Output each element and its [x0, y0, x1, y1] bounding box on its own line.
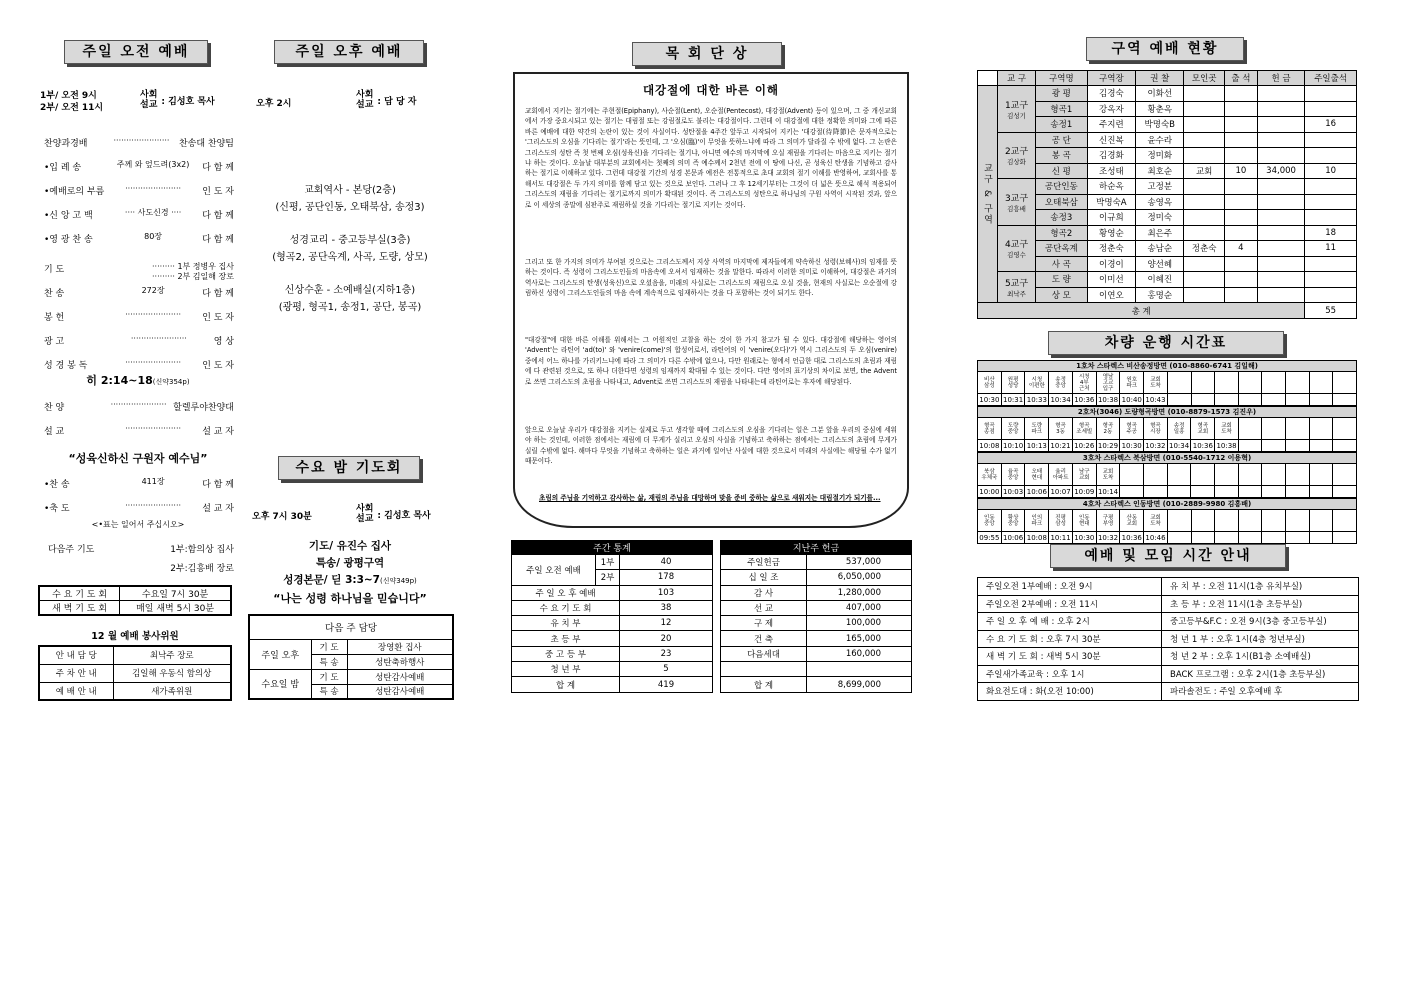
district-cell: 4교구 김영수	[998, 225, 1036, 272]
wednesday-header: 수요 밤 기도회	[278, 456, 420, 480]
schedule-header: 예배 및 모임 시간 안내	[1050, 544, 1286, 568]
morning-host: 사회 설교 : 김성호 목사	[140, 90, 215, 110]
bus-schedule	[977, 360, 1357, 544]
table-row: 지난주 헌금	[721, 541, 912, 555]
table-row: 송정3 이규희 정미숙	[978, 210, 1357, 226]
table-row: 주일헌금 537,000	[721, 555, 912, 570]
wed-time: 오후 7시 30분	[252, 512, 312, 522]
table-row: 수요일 밤 기 도 성탄감사예배	[249, 669, 453, 684]
schedule-table	[977, 577, 1359, 701]
article-paragraph: 초림의 주님을 기억하고 감사하는 삶, 재림의 주님을 대망하며 맞을 준비 중하는 삶으로 새워지는 대림절기가 되기를...	[539, 494, 881, 502]
bus-route-table	[977, 452, 1357, 498]
table-row: 송정1 주지련 박명숙B 16	[978, 117, 1357, 133]
table-row: 10:08 10:10 10:13 10:21 10:26 10:29 10:30 10:32 10:34 10:36 10:38	[978, 440, 1357, 452]
next-prayer: 다음주 기도 1부:함의상 집사 2부:김흥배 장로	[48, 545, 234, 574]
order-row: 봉 헌 ······················ 인 도 자	[44, 310, 234, 323]
table-row: 수 요 기 도 회 수요일 7시 30분	[39, 586, 231, 601]
cell-group-header: 구역 예배 현황	[1086, 37, 1244, 61]
table-row: 새 벽 기 도 회 매일 새벽 5시 30분	[39, 601, 231, 616]
table-total-row: 총 계 55	[978, 303, 1357, 319]
table-row: 십 일 조 6,050,000	[721, 570, 912, 585]
table-row: 예 배 안 내 새가족위원	[39, 682, 231, 700]
cell-group-table	[977, 70, 1357, 319]
table-row: 특 송 성탄축하행사	[249, 654, 453, 669]
table-row: 5교구 최낙주 도 량 이미선 이혜진	[978, 272, 1357, 288]
table-row: 안 내 담 당 최낙주 장로	[39, 646, 231, 664]
table-row: 주일오전 2부예배 : 오전 11시 초 등 부 : 오전 11시(1층 초등부실)	[978, 595, 1359, 613]
order-row: 찬양과경배 ······················ 찬송대 찬양팀	[44, 136, 234, 149]
district-cell: 2교구 김상화	[998, 132, 1036, 179]
servants-table	[38, 645, 232, 701]
sunday-afternoon-header: 주일 오후 예배	[274, 40, 424, 64]
pastor-article	[513, 72, 909, 528]
table-row: 상 모 이연오 홍명순	[978, 287, 1357, 303]
table-row: 형곡 종점 도량 중앙 도량 파크 형곡 3동 형곡 조세빌 형곡 2동 형곡 주공 형곡 시장 송정 일흥 형곡 교회 교회 도착	[978, 418, 1357, 440]
table-row: 중 고 등 부 23	[512, 646, 713, 661]
bus-route-table	[977, 498, 1357, 544]
table-row: 초 등 부 20	[512, 631, 713, 646]
order-row: •영 광 찬 송 80장 다 함 께	[44, 232, 234, 245]
table-row: 주일 오후 기 도 장영환 집사	[249, 639, 453, 654]
district-cell: 1교구 김성기	[998, 86, 1036, 133]
afternoon-host: 사회 설교 : 담 당 자	[356, 90, 417, 110]
table-row: 다음세대 160,000	[721, 646, 912, 661]
sermon-title: “성육신하신 구원자 예수님”	[68, 452, 208, 465]
table-row: 10:30 10:31 10:33 10:34 10:36 10:38 10:40 10:43	[978, 394, 1357, 406]
stand-note: <•표는 일어서 주십시오>	[91, 520, 185, 529]
table-row: 공단옥계 정춘숙 송남순 정춘숙 4 11	[978, 241, 1357, 257]
table-row: 선 교 407,000	[721, 600, 912, 615]
table-row: 교구 & 구역 1교구 김성기 광 평 김경숙 이화선	[978, 86, 1357, 102]
table-row: 주간 통계	[512, 541, 713, 555]
table-row: 주 차 안 내 김일해 우동식 함의상	[39, 664, 231, 682]
table-row: 주일새가족교육 : 오후 1시 BACK 프로그램 : 오후 2시(1층 초등부실)	[978, 665, 1359, 683]
table-row: 화요전도대 : 화(오전 10:00) 파라솔전도 : 주일 오후예배 후	[978, 683, 1359, 701]
table-row: 다음 주 담당	[249, 615, 453, 639]
table-row: 새 벽 기 도 회 : 새벽 5시 30분 청 년 2 부 : 오후 1시(B1층 소예배실)	[978, 648, 1359, 666]
article-paragraph: 앞으로 오늘날 우리가 대강절을 지키는 실제로 두고 생각할 때에 그리스도의 오심을 기다리는 일은 그분 앞을 우리의 중심에 세워야 하는 것인데, 이러한 점에서는 재림에 더 무게가 실리고 오심의 사실을 기념하고 축하하는 점에서는 그리스도의 초림에 무게가 실릴 수밖에 없다. 해마다 무엇을 기념하고 축하하는 일은 과거에 일어난 사실에 대한 것으로서 미래의 사실에는 해당될 수가 없기 때문이다.	[525, 426, 897, 466]
servants-title: 12 월 예배 봉사위원	[91, 631, 179, 642]
table-row: 합 계 8,699,000	[721, 677, 912, 692]
table-row: 수 요 기 도 회 38	[512, 600, 713, 615]
order-row: •입 례 송 주께 와 엎드려(3x2) 다 함 께	[44, 160, 234, 173]
order-row: 성 경 봉 독 ······················ 인 도 자	[44, 358, 234, 371]
order-row: 기 도 ········· 1부 정병우 집사 ········· 2부 김일해 장로	[44, 262, 234, 281]
table-row: 청 년 부 5	[512, 662, 713, 677]
table-row: 2호차(3046) 도량형곡방면 (010-8879-1573 김진우)	[978, 407, 1357, 418]
order-row: •예배로의 부름 ······················ 인 도 자	[44, 184, 234, 197]
table-row: 수 요 기 도 회 : 오후 7시 30분 청 년 1 부 : 오후 1시(4층 청년부실)	[978, 630, 1359, 648]
order-row: •축 도 ······················ 설 교 자	[44, 501, 234, 514]
table-row: 09:55 10:06 10:08 10:11 10:30 10:32 10:36 10:46	[978, 532, 1357, 544]
article-title: 대강절에 대한 바른 이해	[642, 83, 780, 97]
table-row: 특 송 성탄감사예배	[249, 684, 453, 699]
table-row: 신 평 조성태 최호순 교회 10 34,000 10	[978, 163, 1357, 179]
article-paragraph: 그리고 또 한 가지의 의미가 부여된 것으로는 그리스도께서 지상 사역의 마지막에 제자들에게 약속하신 성령(보혜사)의 임재를 뜻하는 것이다. 즉 성령이 그리스도인들의 마음속에 오셔서 임재하는 것을 말한다. 따라서 이러한 의미로 이해하여, 대강절은 과거의 역사로는 그리스도의 탄생(성육신)으로 오셨음을, 미래의 사실로는 그리스도의 재림으로 오실 것을, 현재의 사실로는 오순절에 강림하신 성령이 그리스도인들의 마음 속에 계속적으로 임재하시는 것을 다 포함하는 것이 되기도 한다.	[525, 258, 897, 298]
pastor-column-header: 목 회 단 상	[632, 42, 782, 66]
table-row: 건 축 165,000	[721, 631, 912, 646]
article-paragraph: 교회에서 지키는 절기에는 주현절(Epiphany), 사순절(Lent), 오순절(Pentecost), 대강절(Advent) 등이 있으며, 그 중 개신교회에서 가장 중요시되고 있는 절기는 대림절 또는 강림절로도 불리는 대강절이다. 그런데 이 대강절에 대한 정확한 의미와 그에 따른 바른 예배에 대한 약간의 논란이 있는 것이 사실이다. 성탄절을 4주간 앞두고 시작되어 지키는 '대강절(待降節)은 문자적으로는 '그리스도의 오심을 기다리는 절기'라는 뜻인데, 그 '오심(臨)'이 무엇을 뜻하느냐에 따라 그 의미가 달라질 수 밖에 없다. 그 논란은 그리스도의 성탄 즉 첫 번째 오심(성육신)을 기다리는 절기냐, 아니면 예수의 마지막에 오실 재림을 기다리는 마음으로 지키는 절기냐 하는 것이다. 오늘날 대부분의 교회에서는 첫째의 의미 즉 예수께서 2천년 전에 이 땅에 나신, 곧 성육신 탄생을 기념하고 감사하는 절기로 이해하고 있다. 그런데 대강절 기간의 성경 본문과 예전은 전통적으로 초대 교회의 절기 이해를 반영하여, 교회사를 통해서도 대강절은 두 가지 의미를 함께 담고 있는 것으로 보인다. 그러나 그 후 12세기부터는 그것이 더 넓은 뜻으로 해석 적용되어 그리스도의 재림을 기다리는 절기로까지 의미가 확대된 것이다. 즉 그리스도의 성탄으로 하나님의 구원 사역이 시작된 것과, 앞으로 이 세상의 종말에 심판주로 재림하실 것을 기다리는 절기로 지키는 것이다.	[525, 107, 897, 209]
bus-route-table	[977, 360, 1357, 406]
wed-details: 기도/ 유진수 집사 특송/ 광평구역 성경본문/ 딛 3:3~7(신약349p) “나는 성령 하나님을 믿습니다”	[273, 540, 427, 605]
morning-times: 1부/ 오전 9시 2부/ 오전 11시	[40, 91, 104, 113]
table-row: 4호차 스타렉스 인동방면 (010-2889-9980 김흥배)	[978, 499, 1357, 510]
weekly-stats-table	[511, 540, 713, 693]
bus-route-table	[977, 406, 1357, 452]
table-row: 형곡1 강옥자 황춘옥	[978, 101, 1357, 117]
next-duty-table	[248, 614, 454, 700]
group: 교회역사 - 본당(2층) (신평, 공단인동, 오태북삼, 송정3)	[275, 185, 425, 213]
table-row: 4교구 김영수 형곡2 황영순 최은주 18	[978, 225, 1357, 241]
table-row: 유 치 부 12	[512, 616, 713, 631]
district-cell: 3교구 김흥배	[998, 179, 1036, 226]
group: 성경교리 - 중고등부실(3층) (형곡2, 공단옥계, 사곡, 도량, 상모)	[272, 235, 428, 263]
sunday-morning-header: 주일 오전 예배	[64, 40, 208, 64]
table-row: 2부 178	[512, 570, 713, 585]
order-row: 찬 송 272장 다 함 께	[44, 286, 234, 299]
prayer-meeting-table	[38, 585, 232, 616]
order-row: 광 고 ······················ 영 상	[44, 334, 234, 347]
district-cell: 5교구 최낙주	[998, 272, 1036, 303]
table-row: 2교구 김상화 공 단 신진복 윤수라	[978, 132, 1357, 148]
table-row: 3호차 스타렉스 북삼방면 (010-5540-1712 이용혁)	[978, 453, 1357, 464]
order-row: •찬 송 411장 다 함 께	[44, 477, 234, 490]
table-row: 오태북삼 박명숙A 송영옥	[978, 194, 1357, 210]
table-row: 인동 중앙 황상 중앙 인의 파크 진평 삼성 인동 현대 구평 부영 산동 교회 교회 도착	[978, 510, 1357, 532]
table-row: 구 제 100,000	[721, 616, 912, 631]
wed-host: 사회 설교 : 김성호 목사	[356, 504, 431, 524]
offering-table	[720, 540, 912, 693]
group: 신상수훈 - 소예배실(지하1층) (광평, 형곡1, 송정1, 공단, 봉곡)	[278, 285, 422, 313]
table-row: 사 곡 이경이 양선혜	[978, 256, 1357, 272]
bus-schedule-header: 차량 운행 시간표	[1048, 331, 1284, 355]
table-row: 주 일 오 후 예 배 : 오후 2시 중고등부&F.C : 오전 9시(3층 중고등부실)	[978, 613, 1359, 631]
table-row: 주일오전 1부예배 : 오전 9시 유 치 부 : 오전 11시(1층 유치부실)	[978, 578, 1359, 596]
table-row: 1호차 스타렉스 비산송정방면 (010-8860-6741 김일해)	[978, 361, 1357, 372]
table-row: 주 일 오 후 예배 103	[512, 585, 713, 600]
table-row: 감 사 1,280,000	[721, 585, 912, 600]
order-row: 찬 양 ······················ 할렐루야찬양대	[44, 400, 234, 413]
table-row: 북삼 우체국 율곡 중앙 오태 현대 율리 아파트 남구 교회 교회 도착	[978, 464, 1357, 486]
order-row: •신 앙 고 백 ···· 사도신경 ···· 다 함 께	[44, 208, 234, 221]
table-row	[721, 662, 912, 677]
afternoon-time: 오후 2시	[256, 99, 292, 109]
article-paragraph: "대강절"에 대한 바른 이해를 위해서는 그 어원적인 고찰을 하는 것이 한 가지 참고가 될 수 있다. 대강절에 해당하는 영어의 'Advent'는 라틴어 'ad(to)' 와 'venire(come)'의 합성어로서, 라틴어의 이 'venire(오다)'가 역시 그리스도의 두 오심(venire) 중에서 어느 하나를 가리키느냐에 따라 그 의미가 다른 수밖에 없으나, 다만 원래로는 형에서 언급한 대로 그리스도의 초림과 재림에 다 관련된 것으로, 또 하나 더한다면 성령의 임재까지 확대될 수 있는 것이다. 다만 영어의 표기상의 차이로 보면, the Advent로 쓰면 그리스도의 초림을 나타내고, Advent로 쓰면 그리스도의 재림을 나타내는데 라틴어로는 후자에 해당된다.	[525, 336, 897, 386]
table-row: 합 계 419	[512, 677, 713, 692]
table-row: 비산 삼성 원평 성당 시청 이편한 송정 중앙 시청 4부 근처 영남 고교 입구 원호 파크 교회 도착	[978, 372, 1357, 394]
table-row: 봉 곡 김경화 정미화	[978, 148, 1357, 164]
scripture: 히 2:14~18(신약354p)	[86, 374, 190, 387]
table-row: 주일 오전 예배 1부 40	[512, 555, 713, 570]
afternoon-groups	[250, 182, 450, 316]
order-row: 설 교 ······················ 설 교 자	[44, 424, 234, 437]
table-row: 10:00 10:03 10:06 10:07 10:09 10:14	[978, 486, 1357, 498]
table-header-row: 교 구 구역명 구역장 권 찰 모인곳 출 석 헌 금 주일출석	[978, 71, 1357, 86]
table-row: 3교구 김흥배 공단인동 하순옥 고정분	[978, 179, 1357, 195]
